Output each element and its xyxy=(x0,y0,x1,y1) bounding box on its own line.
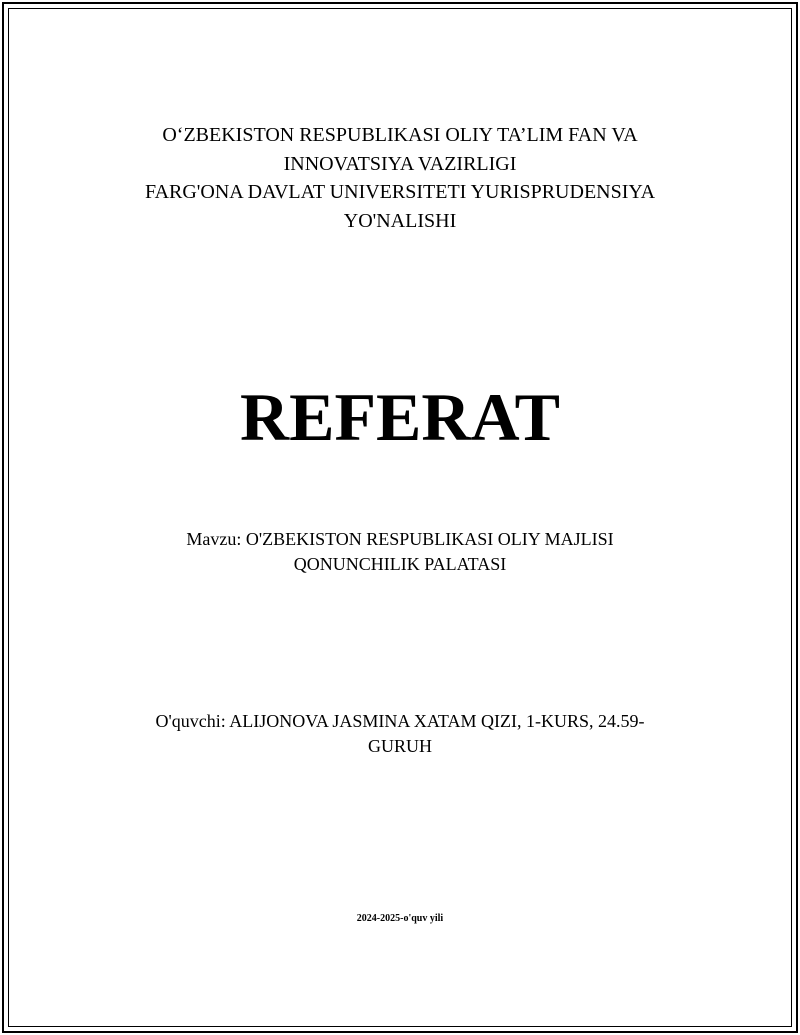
student-info: O'quvchi: ALIJONOVA JASMINA XATAM QIZI, 1-KURS, 24.59-GURUH xyxy=(155,711,645,756)
header-line-2: INNOVATSIYA VAZIRLIGI xyxy=(283,152,517,175)
academic-year: 2024-2025-o'quv yili xyxy=(356,913,444,924)
institution-header xyxy=(0,121,800,235)
topic-text: Mavzu: O'ZBEKISTON RESPUBLIKASI OLIY MAJLISI QONUNCHILIK PALATASI xyxy=(186,529,614,574)
header-line-3: FARG'ONA DAVLAT UNIVERSITETI YURISPRUDENSIYA xyxy=(144,181,656,203)
header-line-1: O‘ZBEKISTON RESPUBLIKASI OLIY TA’LIM FAN VA xyxy=(162,124,638,146)
document-title: REFERAT xyxy=(240,379,560,455)
header-line-4: YO'NALISHI xyxy=(343,209,457,232)
